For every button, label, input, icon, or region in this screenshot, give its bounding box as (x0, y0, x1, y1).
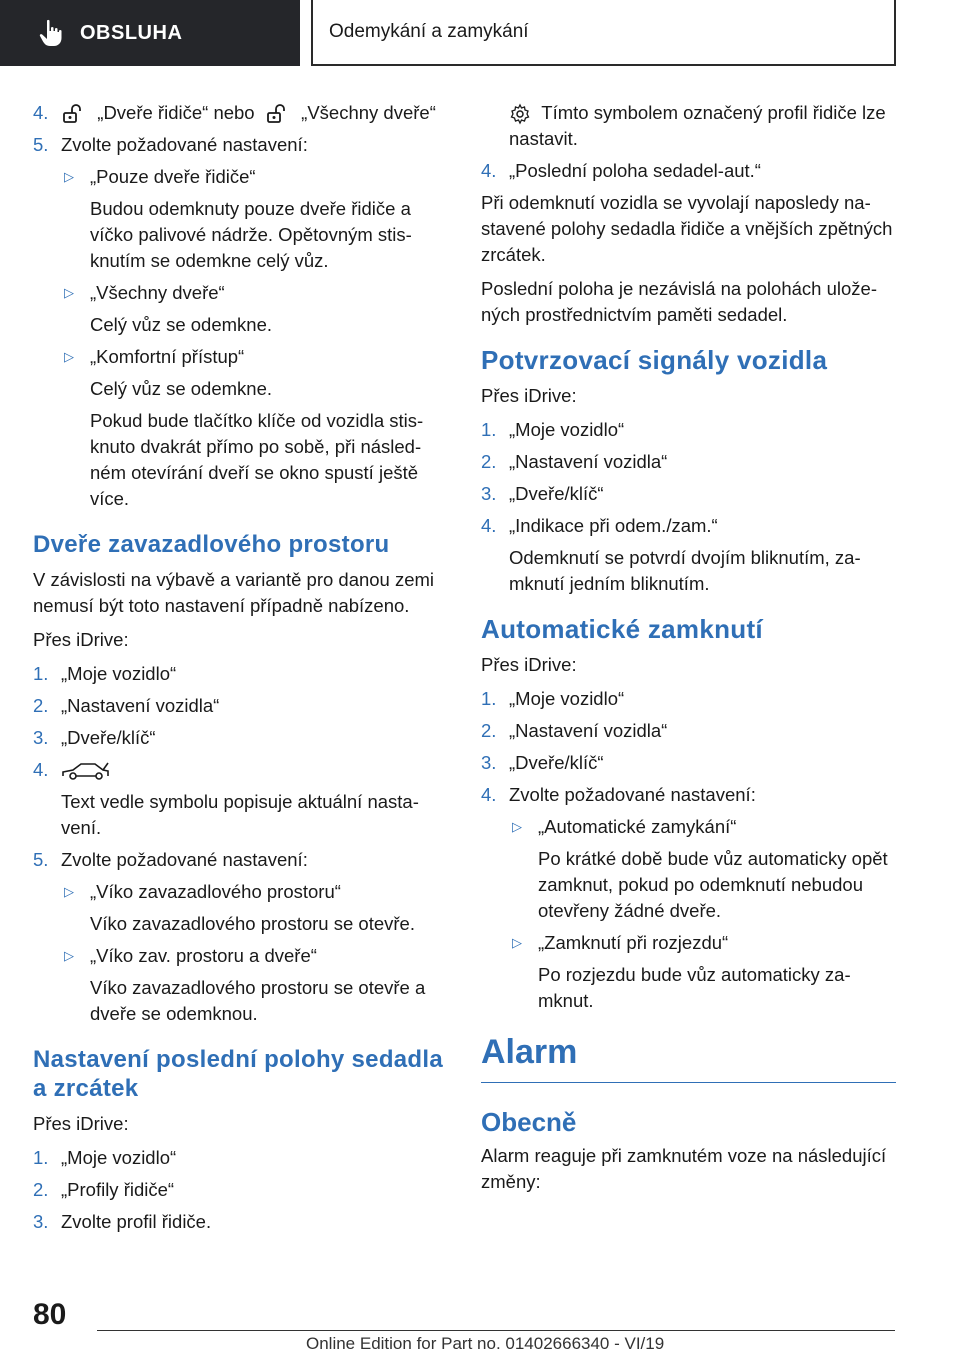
paragraph: Poslední poloha je nezávislá na polohách uložených prostřednictvím paměti sedadel. (481, 278, 877, 325)
list-item: 3. „Dveře/klíč“ (481, 483, 604, 504)
car-trunk-icon (61, 760, 111, 782)
list-item: 2. „Nastavení vozidla“ (33, 695, 220, 716)
option-description: Celý vůz se odemkne. (90, 378, 273, 399)
list-item: 4. (33, 757, 448, 783)
triangle-bullet-icon: ▷ (64, 349, 74, 364)
chapter-title-box (311, 0, 896, 66)
option-description: Pokud bude tlačítko klíče od vozidla stisknuto dvakrát přímo po sobě, při následném otevírání dveří se okno spustí ještě více. (90, 410, 424, 509)
item-description: Text vedle symbolu popisuje aktuální nastavení. (61, 791, 419, 838)
list-item: 4. „Dveře řidiče“ nebo „Všechny dveře“ (33, 100, 448, 126)
section-label: OBSLUHA (80, 21, 183, 44)
option-description: Víko zavazadlového prostoru se otevře a dveře se odemknou. (90, 977, 426, 1024)
unlock-driver-door-icon (61, 103, 87, 125)
bullet-item: ▷ „Všechny dveře“ (33, 280, 448, 306)
list-item: 4. Zvolte požadované nastavení: (481, 784, 756, 805)
list-item: 1. „Moje vozidlo“ (481, 419, 625, 440)
triangle-bullet-icon: ▷ (64, 169, 74, 184)
item-description: Odemknutí se potvrdí dvojím bliknutím, zamknutí jedním bliknutím. (509, 547, 861, 594)
triangle-bullet-icon: ▷ (64, 884, 74, 899)
unlock-all-doors-icon (265, 103, 291, 125)
list-item: 3. „Dveře/klíč“ (33, 727, 156, 748)
option-description: Po rozjezdu bude vůz automaticky zamknut. (538, 964, 851, 1011)
section-heading: Obecně (481, 1107, 577, 1137)
list-item: 5. Zvolte požadované nastavení: (33, 134, 308, 155)
bullet-item: ▷ „Víko zavazadlového prostoru“ (33, 879, 448, 905)
list-item: 1. „Moje vozidlo“ (33, 1147, 177, 1168)
hand-icon (38, 18, 64, 48)
option-description: Víko zavazadlového prostoru se otevře. (90, 913, 415, 934)
list-item: 2. „Nastavení vozidla“ (481, 720, 668, 741)
paragraph: Přes iDrive: (481, 654, 577, 675)
chapter-heading: Alarm (481, 1032, 896, 1083)
section-heading: Nastavení poslední polohy sedadla a zrcátek (33, 1046, 444, 1102)
list-item: 2. „Nastavení vozidla“ (481, 451, 668, 472)
paragraph: Alarm reaguje při zamknutém voze na následující změny: (481, 1145, 887, 1192)
paragraph: Přes iDrive: (33, 629, 129, 650)
bullet-item: ▷ „Komfortní přístup“ (33, 344, 448, 370)
list-item: 1. „Moje vozidlo“ (481, 688, 625, 709)
bullet-item: ▷ „Pouze dveře řidiče“ (33, 164, 448, 190)
list-item: 4. „Indikace při odem./zam.“ (481, 515, 718, 536)
page-number: 80 (33, 1298, 67, 1331)
option-description: Po krátké době bude vůz automaticky opět zamknut, pokud po odemknutí nebudou otevřeny žádné dveře. (538, 848, 888, 921)
bullet-item: ▷ „Automatické zamykání“ (481, 814, 896, 840)
triangle-bullet-icon: ▷ (512, 935, 522, 950)
list-item: 3. „Dveře/klíč“ (481, 752, 604, 773)
list-item: 1. „Moje vozidlo“ (33, 663, 177, 684)
triangle-bullet-icon: ▷ (64, 285, 74, 300)
bullet-item: ▷ „Víko zav. prostoru a dveře“ (33, 943, 448, 969)
gear-icon (509, 103, 531, 125)
section-tab (0, 0, 300, 66)
page-header (0, 0, 960, 66)
list-item: 5. Zvolte požadované nastavení: (33, 849, 308, 870)
edition-note: Online Edition for Part no. 01402666340 - VI/19 (306, 1334, 665, 1353)
right-column (481, 100, 896, 1203)
section-heading: Potvrzovací signály vozidla (481, 345, 828, 375)
paragraph: V závislosti na výbavě a variantě pro danou zemi nemusí být toto nastavení případně nabízeno. (33, 569, 435, 616)
bullet-item: ▷ „Zamknutí při rozjezdu“ (481, 930, 896, 956)
left-column (33, 100, 448, 1241)
chapter-title: Odemykání a zamykání (329, 21, 529, 42)
paragraph: Přes iDrive: (33, 1113, 129, 1134)
triangle-bullet-icon: ▷ (64, 948, 74, 963)
list-item: 4. „Poslední poloha sedadel-aut.“ (481, 160, 761, 181)
list-item: 2. „Profily řidiče“ (33, 1179, 175, 1200)
section-heading: Automatické zamknutí (481, 614, 763, 644)
option-description: Budou odemknuty pouze dveře řidiče a víčko palivové nádrže. Opětovným stisknutím se odemkne celý vůz. (90, 198, 412, 271)
symbol-note: Tímto symbolem označený profil řidiče lze nastavit. (509, 102, 886, 149)
triangle-bullet-icon: ▷ (512, 819, 522, 834)
section-heading: Dveře zavazadlového prostoru (33, 531, 390, 558)
list-item: 3. Zvolte profil řidiče. (33, 1211, 212, 1232)
option-description: Celý vůz se odemkne. (90, 314, 273, 335)
paragraph: Přes iDrive: (481, 385, 577, 406)
footer-divider (97, 1330, 895, 1331)
paragraph: Při odemknutí vozidla se vyvolají naposledy nastavené polohy sedadla řidiče a vnějších zpětných zrcátek. (481, 192, 893, 265)
